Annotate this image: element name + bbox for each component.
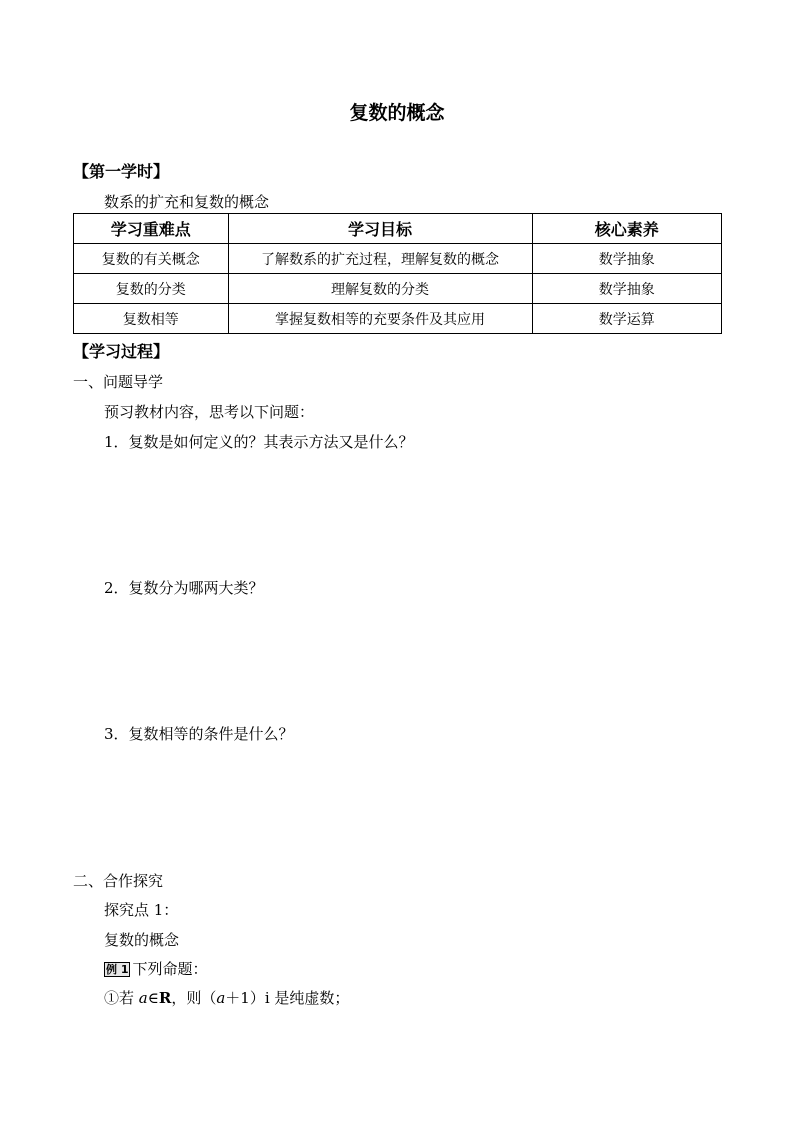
- question-1: 1．复数是如何定义的？其表示方法又是什么？: [104, 433, 414, 451]
- table-header: 学习重难点: [74, 214, 229, 244]
- explore-point: 探究点 1：: [104, 901, 179, 919]
- lesson-topic: 数系的扩充和复数的概念: [104, 193, 270, 211]
- table-header: 核心素养: [532, 214, 721, 244]
- table-cell: 数学抽象: [532, 274, 721, 304]
- question-3: 3．复数相等的条件是什么？: [104, 725, 294, 743]
- learning-goals-table: [73, 213, 722, 334]
- section1-heading: 一、问题导学: [73, 373, 164, 391]
- page-title: 复数的概念: [349, 102, 445, 124]
- table-header-row: [74, 214, 722, 244]
- item-prefix: ①若: [104, 989, 139, 1007]
- question-2: 2．复数分为哪两大类？: [104, 579, 264, 597]
- table-header: 学习目标: [228, 214, 532, 244]
- section2-heading: 二、合作探究: [73, 872, 164, 890]
- lesson-heading: 【第一学时】: [73, 162, 170, 181]
- math-variable: a: [216, 989, 226, 1007]
- table-cell: 复数相等: [74, 304, 229, 334]
- table-cell: 复数的分类: [74, 274, 229, 304]
- item-tail: ＋1）i 是纯虚数；: [225, 989, 350, 1007]
- table-cell: 数学抽象: [532, 244, 721, 274]
- table-row: [74, 304, 722, 334]
- table-cell: 理解复数的分类: [228, 274, 532, 304]
- element-of-symbol: ∈: [147, 989, 159, 1007]
- proposition-item-1: [104, 988, 349, 1008]
- section1-intro: 预习教材内容，思考以下问题：: [104, 403, 315, 421]
- table-cell: 掌握复数相等的充要条件及其应用: [228, 304, 532, 334]
- item-text: ，则（: [171, 989, 217, 1007]
- table-row: [74, 244, 722, 274]
- table-cell: 复数的有关概念: [74, 244, 229, 274]
- real-set-symbol: R: [158, 989, 172, 1007]
- math-variable: a: [138, 989, 148, 1007]
- example-badge: 例 1: [106, 963, 129, 976]
- table-cell: 数学运算: [532, 304, 721, 334]
- table-cell: 了解数系的扩充过程，理解复数的概念: [228, 244, 532, 274]
- process-heading: 【学习过程】: [73, 342, 170, 361]
- explore-topic: 复数的概念: [104, 931, 180, 949]
- example-line: [104, 959, 208, 979]
- table-row: [74, 274, 722, 304]
- example-text: 下列命题：: [132, 960, 208, 978]
